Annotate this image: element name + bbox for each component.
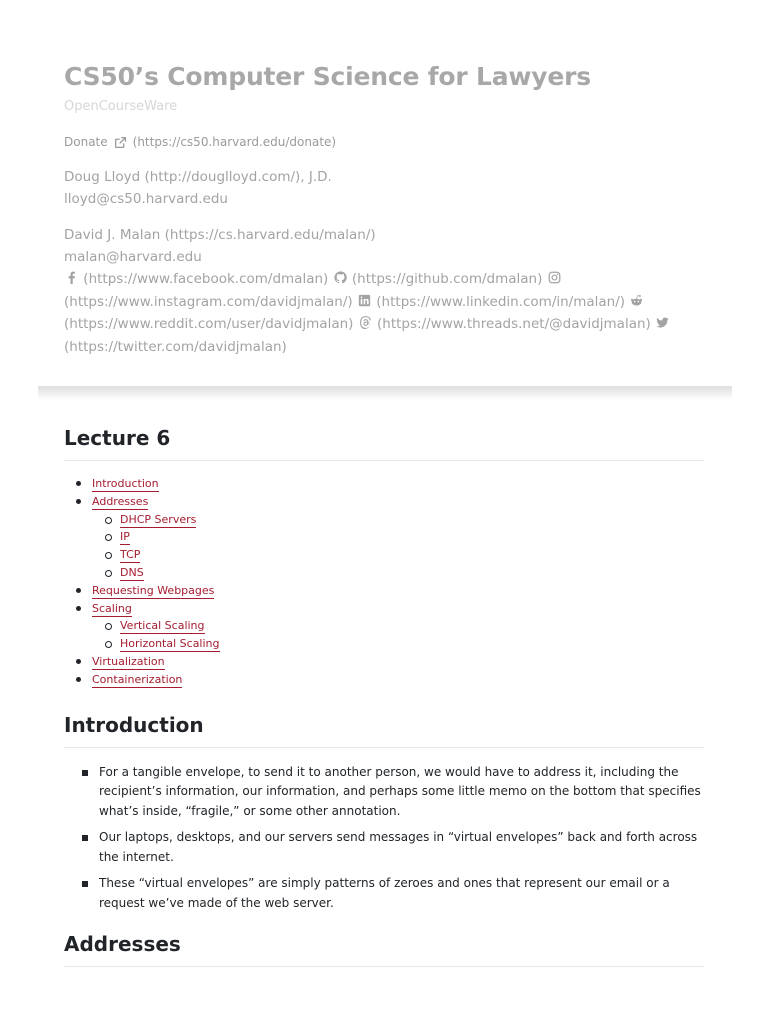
list-item: For a tangible envelope, to send it to another person, we would have to address it, including the recipient’s information, our information, and perhaps some little memo on the bottom that specifies what’s inside, “fragile,” or some other annotation. [64,763,704,822]
toc-item [64,582,704,600]
donate-link[interactable] [64,134,724,150]
toc-link-horizontal-scaling[interactable]: Horizontal Scaling [120,637,220,651]
toc-item [92,617,704,635]
reddit-link[interactable]: (https://www.reddit.com/user/davidjmalan) [64,316,354,332]
author-david [64,224,724,268]
toc-item [64,653,704,671]
toc-item [92,546,704,564]
threads-icon[interactable] [359,316,372,329]
social-links [64,268,704,358]
threads-link[interactable]: (https://www.threads.net/@davidjmalan) [377,316,651,332]
introduction-list [64,763,704,914]
header-shadow [38,386,732,400]
site-subtitle: OpenCourseWare [64,99,178,114]
external-link-icon [114,136,127,149]
header-content [64,60,724,358]
toc-item [64,493,704,582]
donate-label[interactable]: Donate [64,135,108,149]
facebook-link[interactable]: (https://www.facebook.com/dmalan) [83,271,329,287]
toc-link-requesting-webpages[interactable]: Requesting Webpages [92,583,215,597]
author-doug [64,166,724,210]
reddit-icon[interactable] [630,294,643,307]
toc-item [64,671,704,689]
toc-item [92,511,704,529]
main-content [64,424,704,967]
toc-item [92,635,704,653]
linkedin-link[interactable]: (https://www.linkedin.com/in/malan/) [376,293,626,310]
author-doug-name[interactable]: Doug Lloyd (http://douglloyd.com/), J.D. [64,169,332,185]
list-item: Our laptops, desktops, and our servers send messages in “virtual envelopes” back and forth across the internet. [64,828,704,867]
author-david-name[interactable]: David J. Malan (https://cs.harvard.edu/malan/) [64,227,376,243]
section-heading-addresses[interactable]: Addresses [64,930,704,967]
list-item: These “virtual envelopes” are simply patterns of zeroes and ones that represent our email or a request we’ve made of the web server. [64,874,704,913]
table-of-contents [64,475,704,689]
github-icon[interactable] [334,271,347,284]
author-doug-email[interactable]: lloyd@cs50.harvard.edu [64,191,228,207]
instagram-link[interactable]: (https://www.instagram.com/davidjmalan/) [64,293,353,310]
twitter-icon[interactable] [656,316,669,329]
toc-link-containerization[interactable]: Containerization [92,672,183,686]
toc-link-scaling[interactable]: Scaling [92,601,132,615]
toc-link-virtualization[interactable]: Virtualization [92,654,165,668]
toc-link-introduction[interactable]: Introduction [92,477,159,490]
site-header [0,0,768,386]
twitter-link[interactable]: (https://twitter.com/davidjmalan) [64,338,287,355]
toc-item [64,475,704,493]
toc-link-vertical-scaling[interactable]: Vertical Scaling [120,619,205,633]
facebook-icon[interactable] [65,271,78,284]
lecture-title[interactable]: Lecture 6 [64,424,704,461]
donate-url: (https://cs50.harvard.edu/donate) [132,135,337,149]
toc-link-tcp[interactable]: TCP [120,548,141,562]
section-heading-introduction[interactable]: Introduction [64,711,704,748]
toc-item [92,564,704,582]
github-link[interactable]: (https://github.com/dmalan) [351,271,543,287]
toc-link-addresses[interactable]: Addresses [92,494,149,508]
toc-link-dhcp[interactable]: DHCP Servers [120,512,197,526]
instagram-icon[interactable] [548,271,561,284]
toc-item [64,600,704,653]
linkedin-icon[interactable] [358,294,371,307]
site-title[interactable]: CS50’s Computer Science for Lawyers [64,62,591,91]
toc-link-ip[interactable]: IP [120,530,130,544]
toc-link-dns[interactable]: DNS [120,565,144,579]
author-david-email[interactable]: malan@harvard.edu [64,249,202,265]
toc-item [92,528,704,546]
